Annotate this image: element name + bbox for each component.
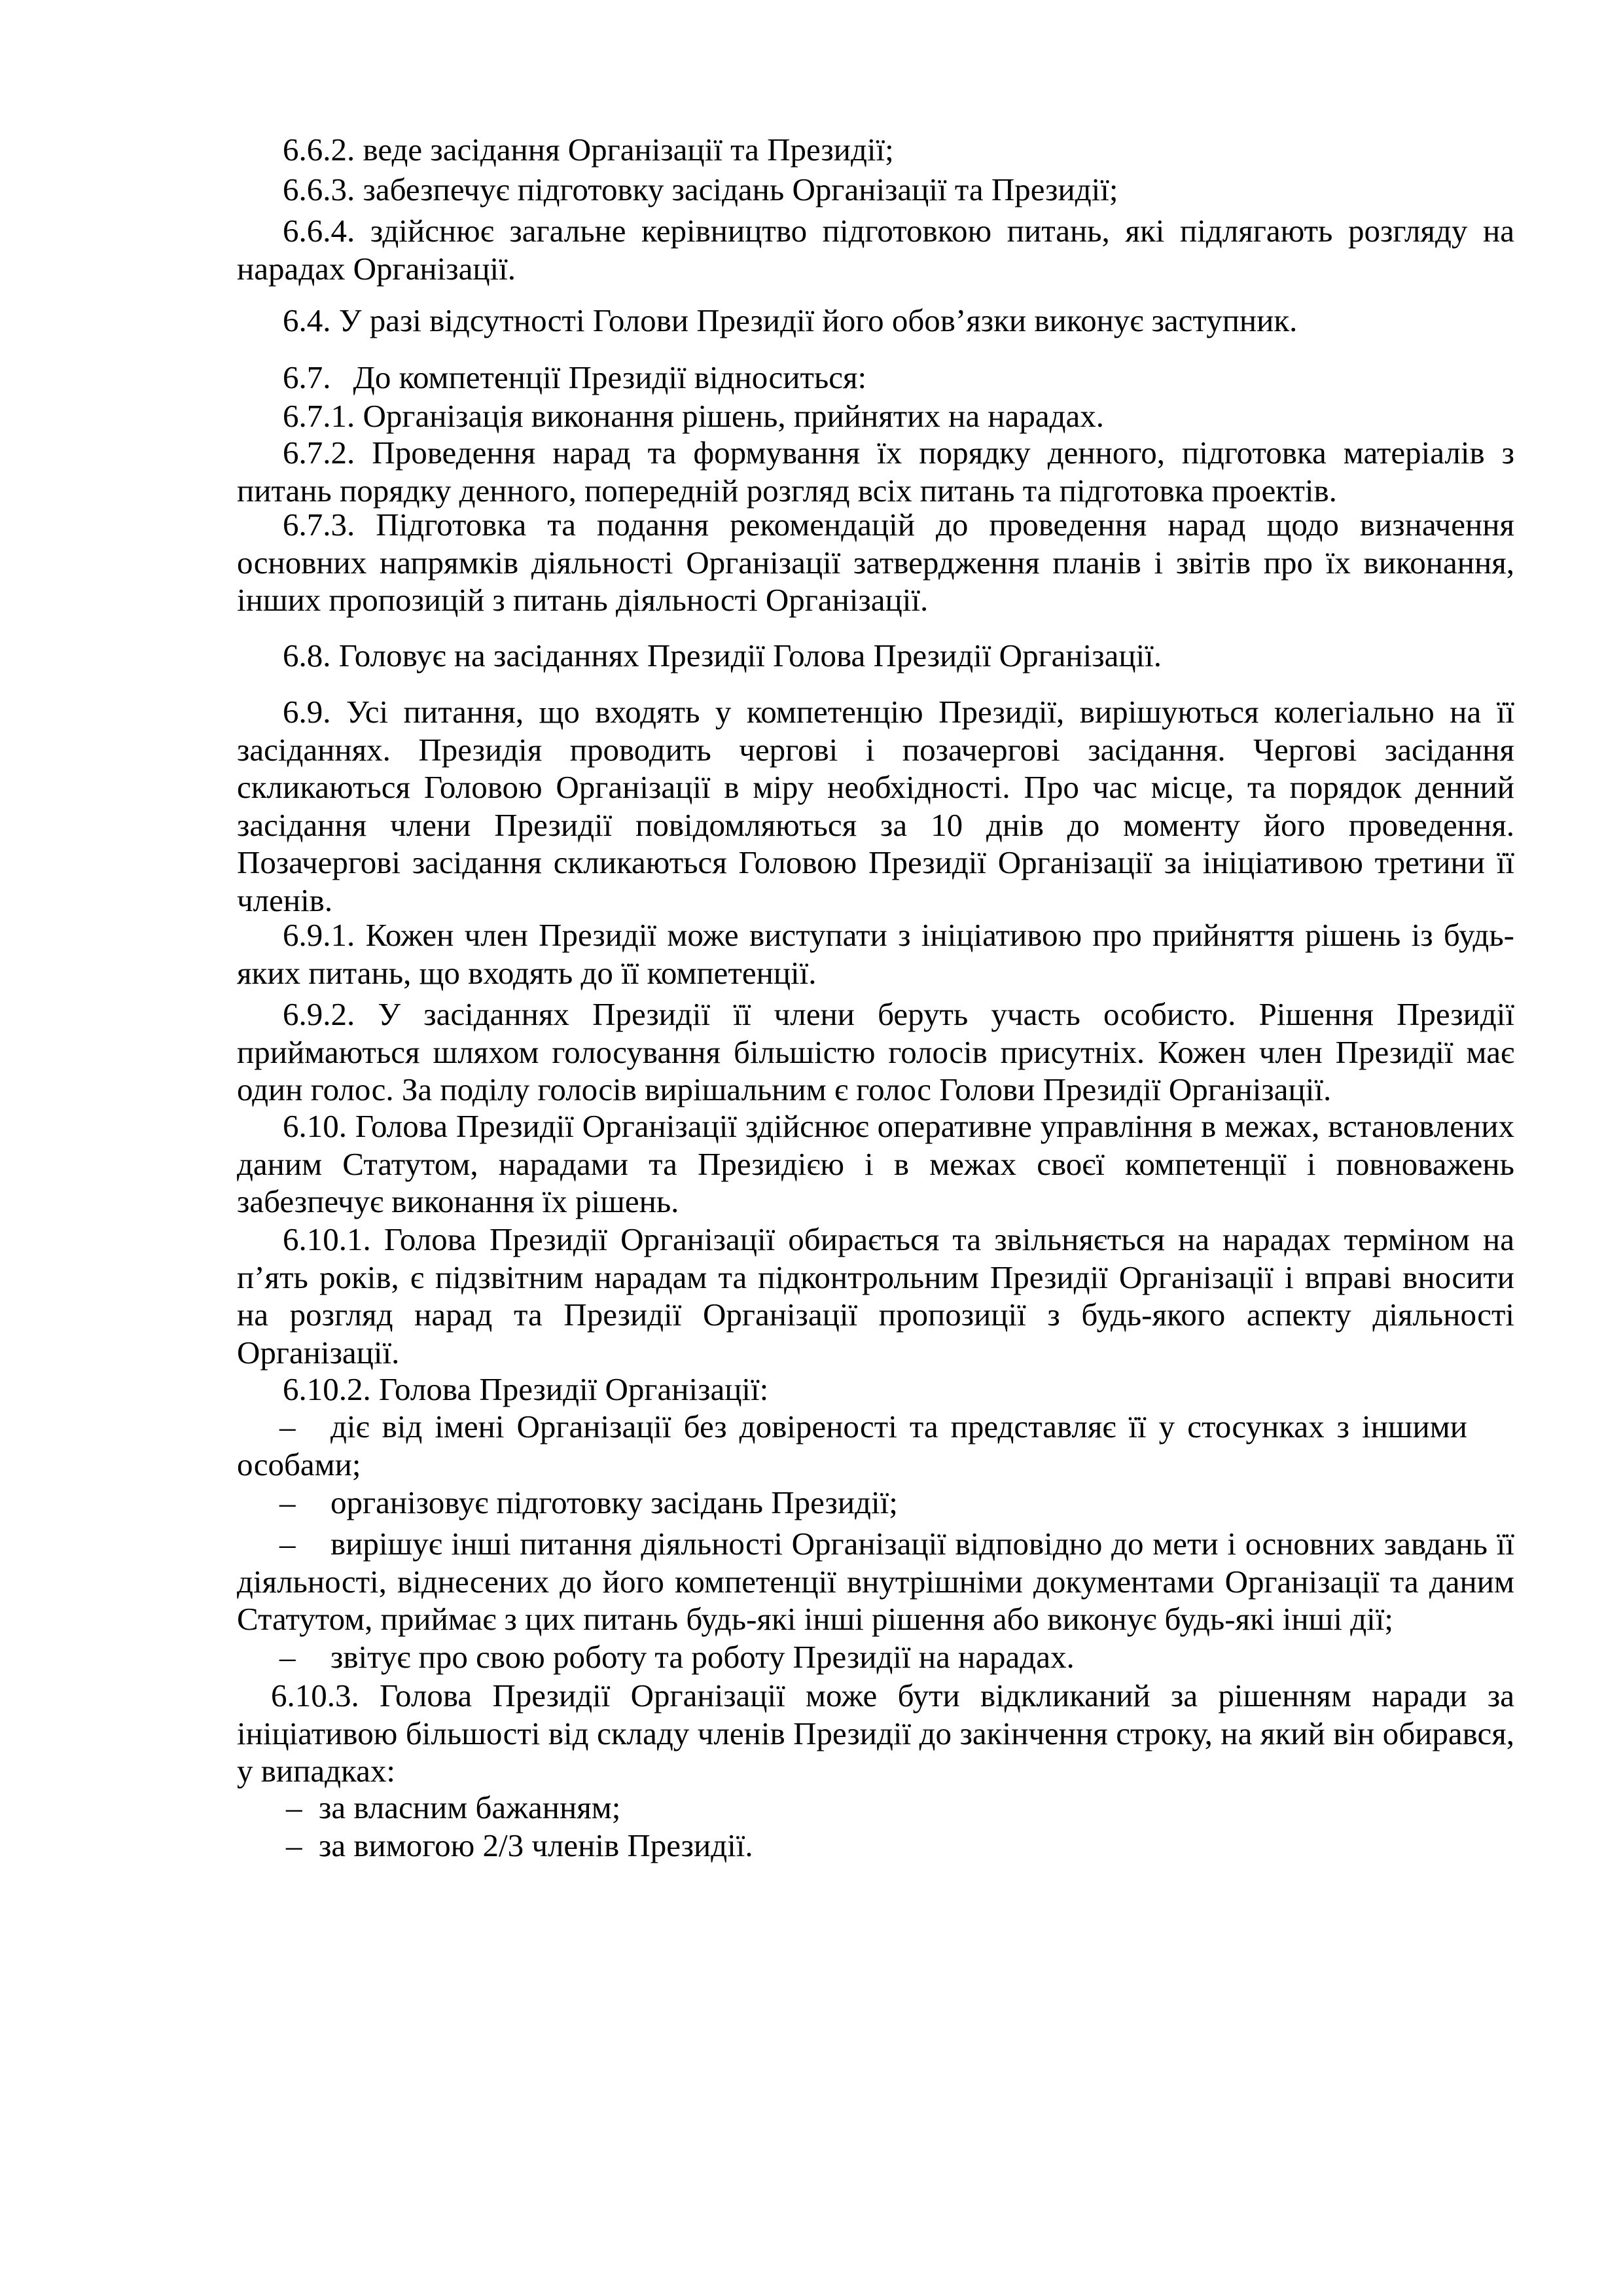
list-item-acts-on-behalf xyxy=(237,1408,1467,1483)
dash-bullet: – xyxy=(286,1827,302,1863)
clause-6-8: 6.8. Головує на засіданнях Президії Голова Президії Організації. xyxy=(283,637,1162,673)
clause-6-7-2: 6.7.2. Проведення нарад та формування їх порядку денного, підготовка матеріалів з питань порядку денного, попередній розгляд всіх питань та підготовка проектів. xyxy=(237,435,1514,509)
clause-6-6-4: 6.6.4. здійснює загальне керівництво підготовкою питань, які підлягають розгляду на нарадах Організації. xyxy=(237,213,1514,287)
list-item-own-will xyxy=(237,1789,1514,1827)
dash-bullet: – xyxy=(279,1526,296,1562)
clause-6-4: 6.4. У разі відсутності Голови Президії його обов’язки виконує заступник. xyxy=(283,302,1298,338)
list-item-text: вирішує інші питання діяльності Організації відповідно до мети і основних завдань її діяльності, віднесених до його компетенції внутрішніми документами Організації та даним Статутом, приймає з цих питань будь-які інші рішення або виконує будь-які інші дії; xyxy=(237,1526,1514,1637)
dash-bullet: – xyxy=(279,1484,296,1520)
list-item-text: за вимогою 2/3 членів Президії. xyxy=(319,1827,753,1863)
clause-6-7-3: 6.7.3. Підготовка та подання рекомендацій до проведення нарад щодо визначення основних напрямків діяльності Організації затвердження планів і звітів про їх виконання, інших пропозицій з питань діяльності Організації. xyxy=(237,507,1514,618)
clause-text: До компетенції Президії відноситься: xyxy=(353,359,867,395)
dash-bullet: – xyxy=(279,1639,296,1675)
list-item-text: звітує про свою роботу та роботу Президії на нарадах. xyxy=(330,1639,1075,1675)
clause-6-10-2: 6.10.2. Голова Президії Організації: xyxy=(283,1371,769,1407)
clause-6-6-2: 6.6.2. веде засідання Організації та Президії; xyxy=(283,132,894,168)
dash-bullet: – xyxy=(279,1408,296,1444)
list-item-text: за власним бажанням; xyxy=(319,1789,621,1825)
clause-6-9: 6.9. Усі питання, що входять у компетенцію Президії, вирішуються колегіально на її засіданнях. Президія проводить чергові і позачергові засідання. Чергові засідання скликаються Головою Організації в міру необхідності. Про час місце, та порядок денний засідання члени Президії повідомляються за 10 днів до моменту його проведення. Позачергові засідання скликаються Головою Президії Організації за ініціативою третини її членів. xyxy=(237,694,1514,918)
list-item-reports xyxy=(237,1638,1514,1676)
clause-6-9-2: 6.9.2. У засіданнях Президії її члени беруть участь особисто. Рішення Президії приймаються шляхом голосування більшістю голосів присутніх. Кожен член Президії має один голос. За поділу голосів вирішальним є голос Голови Президії Організації. xyxy=(237,996,1514,1107)
clause-6-10-3: 6.10.3. Голова Президії Організації може бути відкликаний за рішенням наради за ініціативою більшості від складу членів Президії до закінчення строку, на який він обирався, у випадках: xyxy=(237,1677,1514,1789)
clause-6-10: 6.10. Голова Президії Організації здійснює оперативне управління в межах, встановлених даним Статутом, нарадами та Президією і в межах своєї компетенції і повноважень забезпечує виконання їх рішень. xyxy=(237,1108,1514,1219)
list-item-organizes-meetings xyxy=(237,1484,1514,1522)
list-item-text: організовує підготовку засідань Президії; xyxy=(330,1484,898,1520)
clause-6-10-1: 6.10.1. Голова Президії Організації обирається та звільняється на нарадах терміном на п’ять років, є підзвітним нарадам та підконтрольним Президії Організації і вправі вносити на розгляд нарад та Президії Організації пропозиції з будь-якого аспекту діяльності Організації. xyxy=(237,1221,1514,1371)
dash-bullet: – xyxy=(286,1789,302,1825)
clause-6-7-1: 6.7.1. Організація виконання рішень, прийнятих на нарадах. xyxy=(283,398,1105,434)
list-item-text: діє від імені Організації без довіреності та представляє її у стосунках з іншими особами; xyxy=(237,1408,1467,1482)
clause-6-7 xyxy=(237,359,1514,397)
list-item-two-thirds-demand xyxy=(237,1827,1514,1865)
clause-6-6-3: 6.6.3. забезпечує підготовку засідань Організації та Президії; xyxy=(283,171,1118,207)
clause-number: 6.7. xyxy=(283,359,331,395)
clause-6-9-1: 6.9.1. Кожен член Президії може виступати з ініціативою про прийняття рішень із будь-яких питань, що входять до її компетенції. xyxy=(237,917,1514,991)
list-item-resolves-other-issues xyxy=(237,1525,1514,1638)
